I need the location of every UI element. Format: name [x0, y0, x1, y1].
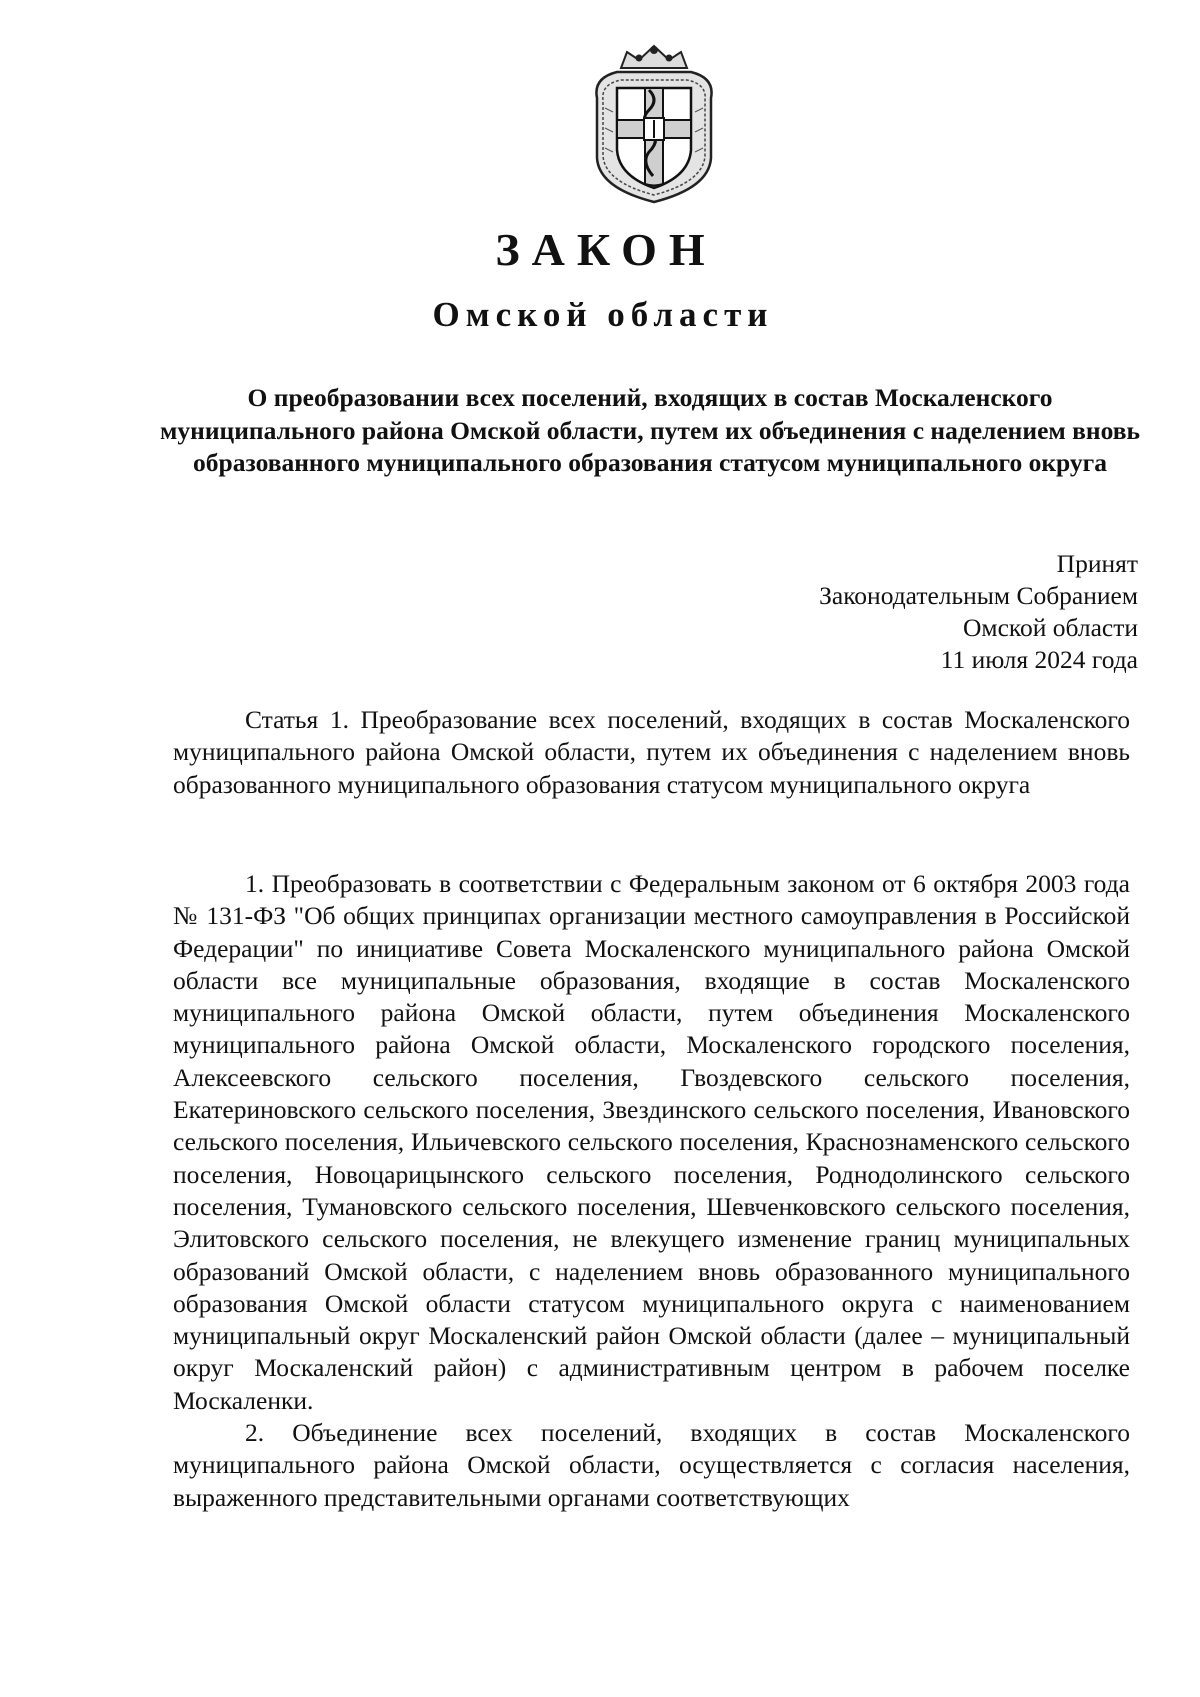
law-title: ЗАКОН	[495, 224, 717, 275]
adoption-line-accepted: Принят	[1056, 549, 1138, 578]
adoption-date: 11 июля 2024 года	[940, 645, 1138, 674]
law-region: Омской области	[432, 295, 774, 334]
adoption-line-assembly: Законодательным Собранием	[819, 581, 1138, 610]
article-1-heading-block	[173, 704, 1130, 801]
coat-of-arms-icon	[583, 38, 725, 204]
article-1-clauses	[173, 868, 1130, 1514]
article-1-heading: Статья 1. Преобразование всех поселений, входящих в состав Москаленского муниципального района Омской области, путем их объединения с наделением вновь образованного муниципального образования статусом муниципального округа	[173, 705, 1130, 799]
clause-2: 2. Объединение всех поселений, входящих в состав Москаленского муниципального района Омской области, осуществляется с согласия населения, выраженного представительными органами соответствующих	[173, 1418, 1130, 1512]
adoption-block	[819, 548, 1138, 676]
law-subject-heading: О преобразовании всех поселений, входящих в состав Москаленского муниципального района Омской области, путем их объединения с наделением вновь образованного муниципального образования статусом муниципального округа	[160, 383, 1140, 477]
adoption-line-region: Омской области	[963, 613, 1138, 642]
clause-1: 1. Преобразовать в соответствии с Федеральным законом от 6 октября 2003 года № 131-ФЗ "Об общих принципах организации местного самоуправления в Российской Федерации" по инициативе Совета Москаленского муниципального района Омской области все муниципальные образования, входящие в состав Москаленского муниципального района Омской области, путем объединения Москаленского муниципального района Омской области, Москаленского городского поселения, Алексеевского сельского поселения, Гвоздевского сельского поселения, Екатериновского сельского поселения, Звездинского сельского поселения, Ивановского сельского поселения, Ильичевского сельского поселения, Краснознаменского сельского поселения, Новоцарицынского сельского поселения, Роднодолинского сельского поселения, Тумановского сельского поселения, Шевченковского сельского поселения, Элитовского сельского поселения, не влекущего изменение границ муниципальных образований Омской области, с наделением вновь образованного муниципального образования Омской области статусом муниципального округа с наименованием муниципальный округ Москаленский район Омской области (далее – муниципальный округ Москаленский район) с административным центром в рабочем поселке Москаленки.	[173, 869, 1130, 1415]
